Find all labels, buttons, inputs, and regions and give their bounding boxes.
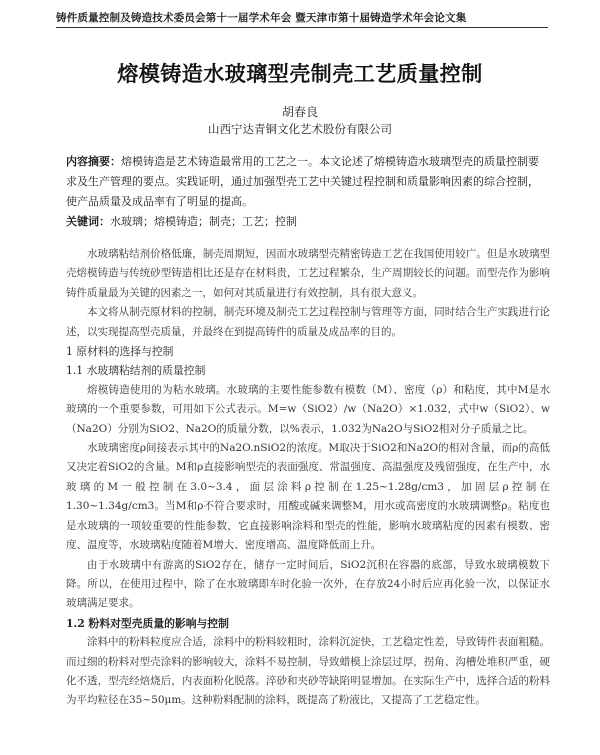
- intro-paragraph-1: 水玻璃粘结剂价格低廉，制壳周期短，因而水玻璃型壳精密铸造工艺在我国使用较广。但是水玻璃型壳熔模铸造与传统砂型铸造相比还是存在材料贵，工艺过程繁杂，生产周期较长的问题。而型壳作为影响铸件质量最为关键的因素之一，如何对其质量进行有效控制，具有很大意义。: [66, 248, 550, 299]
- keywords: [66, 213, 544, 229]
- paragraph-density: 水玻璃密度ρ间接表示其中的Na2O.nSiO2的浓度。M取决于SiO2和Na2O的相对含量，而ρ的高低又决定着SiO2的含量。M和ρ直接影响型壳的表面强度、常温强度、高温强度及残留强度，在生产中，水玻璃的M一般控制在3.0~3.4，面层涂料ρ控制在1.25~1.28g/cm3，加固层ρ控制在1.30~1.34g/cm3。当M和ρ不符合要求时，用酸或碱来调整M，用水或高密度的水玻璃调整ρ。粘度也是水玻璃的一项较重要的性能参数，它直接影响涂料和型壳的性能，影响水玻璃粘度的因素有模数、密度、温度等，水玻璃粘度随着M增大、密度增高、温度降低而上升。: [66, 442, 550, 552]
- section-heading-1: 1 原材料的选择与控制: [66, 345, 174, 359]
- abstract-text: 熔模铸造是艺术铸造最常用的工艺之一。本文论述了熔模铸造水玻璃型壳的质量控制要求及生产管理的要点。实践证明，通过加强型壳工艺中关键过程控制和质量影响因素的综合控制，使产品质量及成品率有了明显的提高。: [66, 155, 539, 208]
- abstract: [66, 152, 544, 212]
- author: 胡春良: [281, 105, 318, 119]
- paragraph-modulus: 熔模铸造使用的为粘水玻璃。水玻璃的主要性能参数有模数（M）、密度（ρ）和粘度，其中M是水玻璃的一个重要参数，可用如下公式表示。M=w（SiO2）/w（Na2O）×1.032，式中w（SiO2）、w（Na2O）分别为SiO2、Na2O的质量分数，以%表示，1.032为Na2O与SiO2相对分子质量之比。: [66, 383, 550, 435]
- keywords-text: 水玻璃；熔模铸造；制壳；工艺；控制: [110, 215, 297, 228]
- subsection-heading-1-1: 1.1 水玻璃粘结剂的质量控制: [66, 364, 206, 378]
- paragraph-storage: 由于水玻璃中有游离的SiO2存在，储存一定时间后，SiO2沉积在容器的底部，导致水玻璃模数下降。所以，在使用过程中，除了在水玻璃即车时化验一次外，在存放24小时后应再化验一次，以保证水玻璃满足要求。: [66, 558, 550, 610]
- intro-paragraph-2: 本文将从制壳原材料的控制，制壳环境及制壳工艺过程控制与管理等方面，同时结合生产实践进行论述，以实现提高型壳质量，并最终在到提高铸件的质量及成品率的目的。: [66, 306, 550, 338]
- paper-title: 熔模铸造水玻璃型壳制壳工艺质量控制: [117, 61, 483, 86]
- header-rule: [56, 27, 548, 28]
- affiliation: 山西宁达青铜文化艺术股份有限公司: [208, 122, 392, 136]
- body-text: [66, 245, 550, 711]
- paragraph-powder: 涂料中的粉料粒度应合适，涂料中的粉料较粗时，涂料沉淀快，工艺稳定性差，导致铸件表面粗糙。而过细的粉料对型壳涂料的影响较大，涂料不易控制，导致蜡模上涂层过厚，拐角、沟槽处堆积严重，硬化不透，型壳经焙烧后，内表面粉化脱落。淬砂和夹砂等缺陷明显增加。在实际生产中，选择合适的粉料为平均粒径在35~50μm。这种粉料配制的涂料，既提高了粉液比，又提高了工艺稳定性。: [66, 636, 550, 707]
- abstract-label: 内容摘要：: [66, 155, 121, 168]
- running-header: 铸件质量控制及铸造技术委员会第十一届学术年会 暨天津市第十届铸造学术年会论文集: [56, 12, 467, 24]
- keywords-label: 关键词：: [66, 215, 110, 228]
- subsection-heading-1-2: 1.2 粉料对型壳质量的影响与控制: [66, 616, 229, 630]
